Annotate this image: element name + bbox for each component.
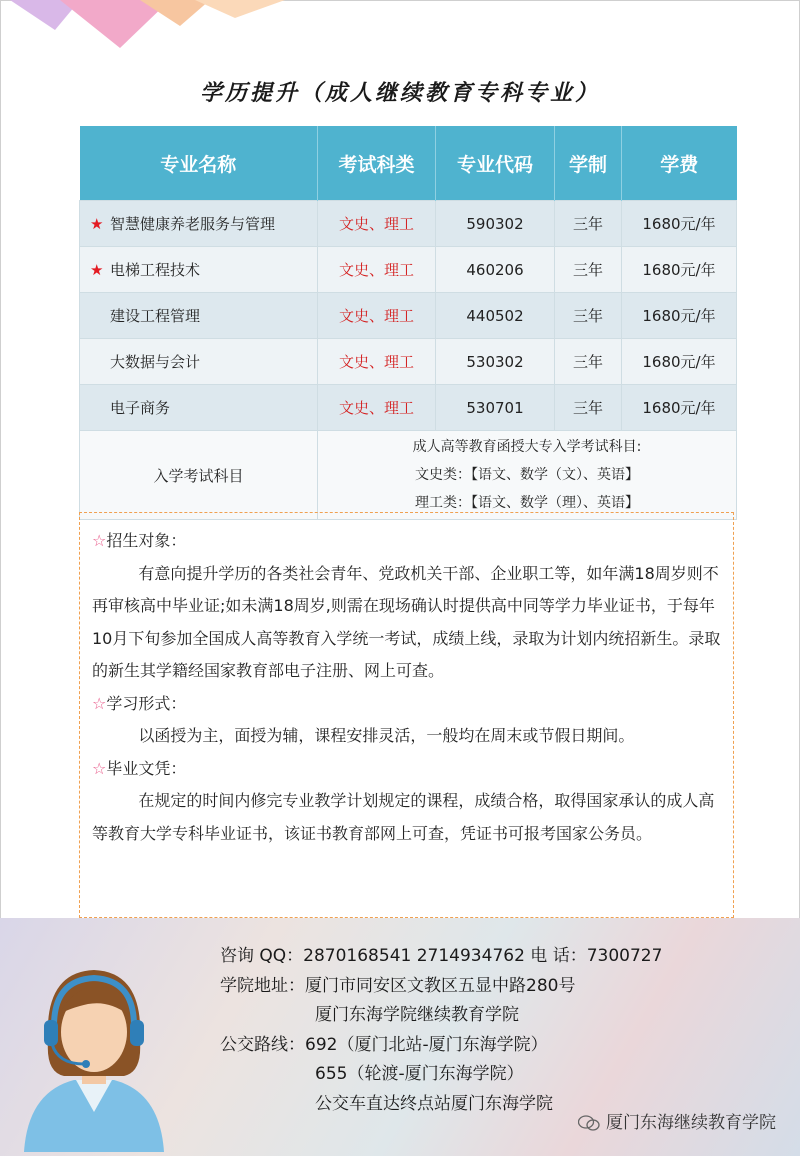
major-code-cell: 530302 — [436, 339, 555, 385]
duration-cell: 三年 — [555, 339, 622, 385]
table-row — [80, 339, 737, 385]
major-name: 电梯工程技术 — [110, 261, 201, 279]
star-outline-icon: ☆ — [92, 758, 107, 778]
major-code-cell: 460206 — [436, 247, 555, 293]
star-outline-icon: ☆ — [92, 693, 107, 713]
contact-info — [220, 942, 662, 1119]
major-name: 大数据与会计 — [110, 353, 201, 371]
table-row — [80, 201, 737, 247]
star-icon: ★ — [90, 215, 104, 233]
exam-subjects-science: 理工类：【语文、数学（理）、英语】 — [415, 495, 639, 511]
exam-category-cell: 文史、理工 — [318, 247, 436, 293]
section-title-enrollment — [92, 525, 721, 558]
tuition-cell: 1680元/年 — [622, 247, 737, 293]
tuition-cell: 1680元/年 — [622, 385, 737, 431]
duration-cell: 三年 — [555, 293, 622, 339]
contact-qq-phone: 咨询 QQ：2870168541 2714934762 电 话：7300727 — [220, 946, 663, 966]
header-exam-category: 考试科类 — [318, 126, 436, 201]
info-panel — [79, 512, 734, 918]
decorative-banner — [0, 0, 290, 50]
section-heading: 招生对象： — [106, 531, 187, 550]
section-title-study-mode — [92, 688, 721, 721]
brand-watermark — [578, 1108, 776, 1133]
major-name-cell — [80, 339, 318, 385]
major-name-cell — [80, 293, 318, 339]
header-tuition: 学费 — [622, 126, 737, 201]
exam-category-cell: 文史、理工 — [318, 339, 436, 385]
table-row — [80, 247, 737, 293]
section-heading: 毕业文凭： — [106, 758, 187, 778]
tuition-cell: 1680元/年 — [622, 201, 737, 247]
contact-footer — [0, 918, 800, 1156]
major-name-cell — [80, 247, 318, 293]
page-title: 学历提升（成人继续教育专科专业） — [199, 81, 600, 106]
section-body-diploma: 在规定的时间内修完专业教学计划规定的课程，成绩合格，取得国家承认的成人高等教育大学专科毕业证书，该证书教育部网上可查，凭证书可报考国家公务员。 — [92, 791, 715, 843]
section-body-enrollment: 有意向提升学历的各类社会青年、党政机关干部、企业职工等，如年满18周岁则不再审核高中毕业证;如未满18周岁,则需在现场确认时提供高中同等学力毕业证书，于每年10月下旬参加全国成人高等教育入学统一考试，成绩上线，录取为计划内统招新生。录取的新生其学籍经国家教育部电子注册、网上可查。 — [92, 563, 721, 680]
contact-bus-route-3: 公交车直达终点站厦门东海学院 — [315, 1093, 553, 1114]
major-name-cell — [80, 385, 318, 431]
major-name: 电子商务 — [110, 399, 171, 417]
wechat-icon — [578, 1115, 600, 1131]
brand-name: 厦门东海继续教育学院 — [606, 1113, 776, 1133]
table-row — [80, 293, 737, 339]
contact-address: 学院地址：厦门市同安区文教区五显中路280号 — [220, 975, 576, 996]
section-body-study-mode: 以函授为主，面授为辅，课程安排灵活，一般均在周末或节假日期间。 — [138, 726, 635, 745]
header-major-name: 专业名称 — [80, 126, 318, 201]
exam-subjects-liberal-arts: 文史类：【语文、数学（文）、英语】 — [415, 467, 639, 483]
exam-subjects-content — [318, 431, 737, 520]
major-code-cell: 440502 — [436, 293, 555, 339]
duration-cell: 三年 — [555, 385, 622, 431]
header-duration: 学制 — [555, 126, 622, 201]
contact-bus-route-2: 655（轮渡-厦门东海学院） — [315, 1064, 524, 1084]
major-name-cell — [80, 201, 318, 247]
contact-address-line2: 厦门东海学院继续教育学院 — [315, 1005, 519, 1025]
exam-category-cell: 文史、理工 — [318, 201, 436, 247]
major-code-cell: 530701 — [436, 385, 555, 431]
exam-subjects-label: 入学考试科目 — [80, 431, 318, 520]
tuition-cell: 1680元/年 — [622, 339, 737, 385]
exam-category-cell: 文史、理工 — [318, 293, 436, 339]
star-icon: ★ — [90, 261, 104, 279]
major-name: 智慧健康养老服务与管理 — [110, 215, 276, 233]
exam-subjects-row — [80, 431, 737, 520]
duration-cell: 三年 — [555, 201, 622, 247]
section-heading: 学习形式： — [106, 693, 187, 713]
contact-bus-route: 公交路线：692（厦门北站-厦门东海学院） — [220, 1034, 548, 1055]
exam-subjects-heading: 成人高等教育函授大专入学考试科目: — [412, 439, 642, 455]
majors-table — [79, 126, 737, 520]
table-header-row — [80, 126, 737, 201]
exam-category-cell: 文史、理工 — [318, 385, 436, 431]
major-code-cell: 590302 — [436, 201, 555, 247]
table-row — [80, 385, 737, 431]
customer-service-agent-icon — [14, 952, 174, 1152]
major-name: 建设工程管理 — [110, 307, 201, 325]
section-title-diploma — [92, 753, 721, 786]
tuition-cell: 1680元/年 — [622, 293, 737, 339]
header-major-code: 专业代码 — [436, 126, 555, 201]
star-outline-icon: ☆ — [92, 531, 107, 550]
duration-cell: 三年 — [555, 247, 622, 293]
